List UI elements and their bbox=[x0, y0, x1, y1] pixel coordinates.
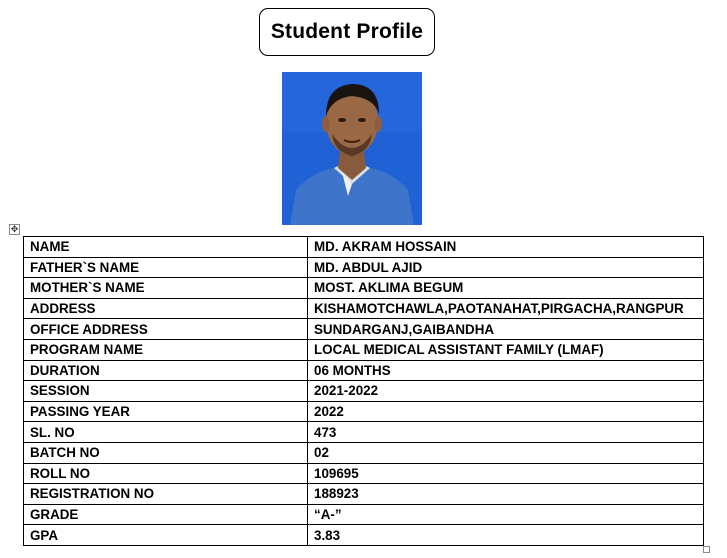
field-label: SESSION bbox=[24, 381, 308, 402]
table-row bbox=[24, 422, 704, 443]
field-label: BATCH NO bbox=[24, 442, 308, 463]
table-row bbox=[24, 463, 704, 484]
table-row bbox=[24, 360, 704, 381]
field-label: PASSING YEAR bbox=[24, 401, 308, 422]
field-label: ADDRESS bbox=[24, 298, 308, 319]
field-label: ROLL NO bbox=[24, 463, 308, 484]
table-row bbox=[24, 339, 704, 360]
field-value: “A-” bbox=[308, 504, 704, 525]
table-row bbox=[24, 484, 704, 505]
field-value: 3.83 bbox=[308, 525, 704, 546]
table-row bbox=[24, 298, 704, 319]
field-value: 2022 bbox=[308, 401, 704, 422]
field-value: MD. ABDUL AJID bbox=[308, 257, 704, 278]
table-row bbox=[24, 525, 704, 546]
field-value: KISHAMOTCHAWLA,PAOTANAHAT,PIRGACHA,RANGPUR bbox=[308, 298, 704, 319]
field-label: DURATION bbox=[24, 360, 308, 381]
table-row bbox=[24, 257, 704, 278]
table-row bbox=[24, 381, 704, 402]
field-value: LOCAL MEDICAL ASSISTANT FAMILY (LMAF) bbox=[308, 339, 704, 360]
profile-table bbox=[23, 236, 704, 546]
portrait-image bbox=[282, 72, 422, 225]
page-title: Student Profile bbox=[259, 8, 435, 56]
field-label: OFFICE ADDRESS bbox=[24, 319, 308, 340]
field-value: 473 bbox=[308, 422, 704, 443]
field-label: SL. NO bbox=[24, 422, 308, 443]
table-move-handle-icon[interactable]: ✥ bbox=[10, 224, 19, 234]
field-value: 109695 bbox=[308, 463, 704, 484]
field-value: 188923 bbox=[308, 484, 704, 505]
table-row bbox=[24, 401, 704, 422]
table-row bbox=[24, 278, 704, 299]
field-value: 02 bbox=[308, 442, 704, 463]
field-label: GRADE bbox=[24, 504, 308, 525]
table-row bbox=[24, 237, 704, 258]
field-label: FATHER`S NAME bbox=[24, 257, 308, 278]
table-row bbox=[24, 504, 704, 525]
field-value: 2021-2022 bbox=[308, 381, 704, 402]
field-label: NAME bbox=[24, 237, 308, 258]
field-value: MOST. AKLIMA BEGUM bbox=[308, 278, 704, 299]
table-row bbox=[24, 442, 704, 463]
field-label: REGISTRATION NO bbox=[24, 484, 308, 505]
field-label: MOTHER`S NAME bbox=[24, 278, 308, 299]
field-label: GPA bbox=[24, 525, 308, 546]
field-value: MD. AKRAM HOSSAIN bbox=[308, 237, 704, 258]
field-value: 06 MONTHS bbox=[308, 360, 704, 381]
field-value: SUNDARGANJ,GAIBANDHA bbox=[308, 319, 704, 340]
table-resize-handle-icon[interactable] bbox=[703, 546, 710, 553]
table-row bbox=[24, 319, 704, 340]
field-label: PROGRAM NAME bbox=[24, 339, 308, 360]
student-photo bbox=[282, 72, 422, 225]
